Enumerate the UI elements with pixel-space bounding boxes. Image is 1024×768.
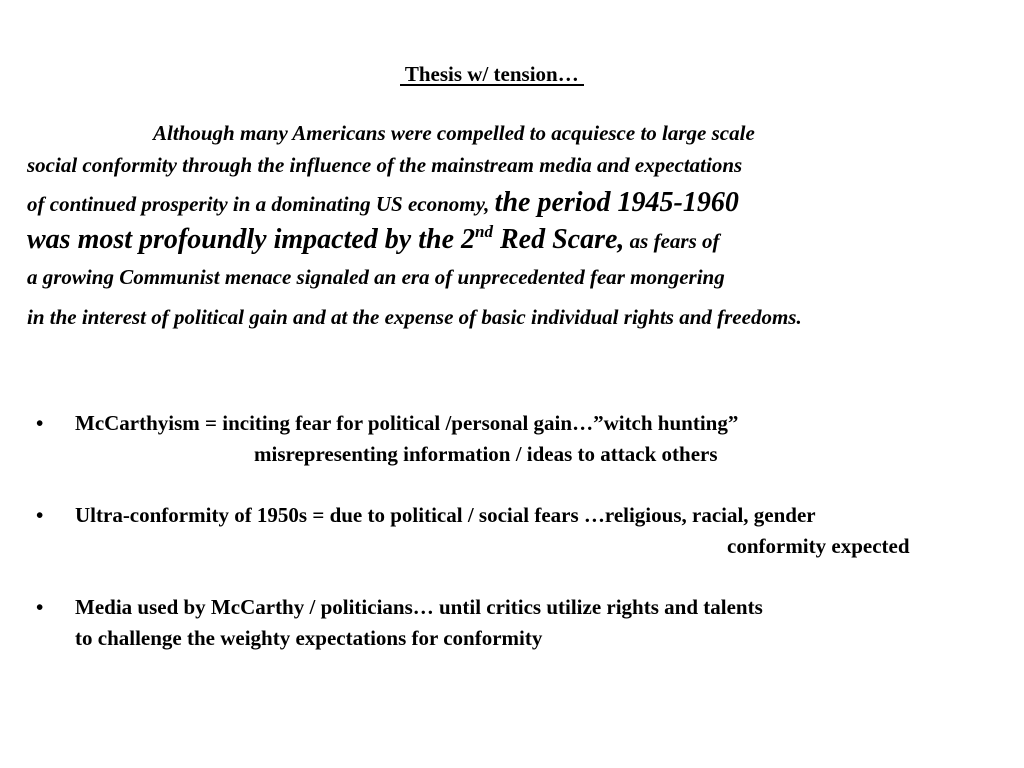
bullet-marker: • <box>36 411 44 435</box>
bullet-marker: • <box>36 595 44 619</box>
thesis-line-4-emphasis: was most profoundly impacted by the 2 <box>27 224 475 255</box>
thesis-line-1: Although many Americans were compelled to acquiesce to large scale <box>153 121 755 145</box>
bullet-line: Ultra-conformity of 1950s = due to political / social fears …religious, racial, gender <box>75 503 816 527</box>
thesis-line-2: social conformity through the influence of the mainstream media and expectations <box>27 153 743 177</box>
thesis-line-4-red-scare: Red Scare, <box>492 224 625 255</box>
thesis-line-4-superscript: nd <box>475 222 493 241</box>
bullet-line: McCarthyism = inciting fear for political /personal gain…”witch hunting” <box>75 411 739 435</box>
thesis-line-5: a growing Communist menace signaled an era of unprecedented fear mongering <box>27 265 725 289</box>
bullet-line: misrepresenting information / ideas to attack others <box>254 442 718 466</box>
thesis-line-6: in the interest of political gain and at the expense of basic individual rights and freedoms. <box>27 305 802 329</box>
bullet-line: conformity expected <box>727 534 910 558</box>
slide-title-text: Thesis w/ tension… <box>400 62 584 86</box>
bullet-marker: • <box>36 503 44 527</box>
thesis-line-4-normal: as fears of <box>624 229 720 253</box>
thesis-line-3-normal: of continued prosperity in a dominating US economy, <box>27 192 495 216</box>
bullet-line: to challenge the weighty expectations for conformity <box>75 626 543 650</box>
bullet-line: Media used by McCarthy / politicians… until critics utilize rights and talents <box>75 595 763 619</box>
thesis-line-3-emphasis: the period 1945-1960 <box>494 187 739 218</box>
